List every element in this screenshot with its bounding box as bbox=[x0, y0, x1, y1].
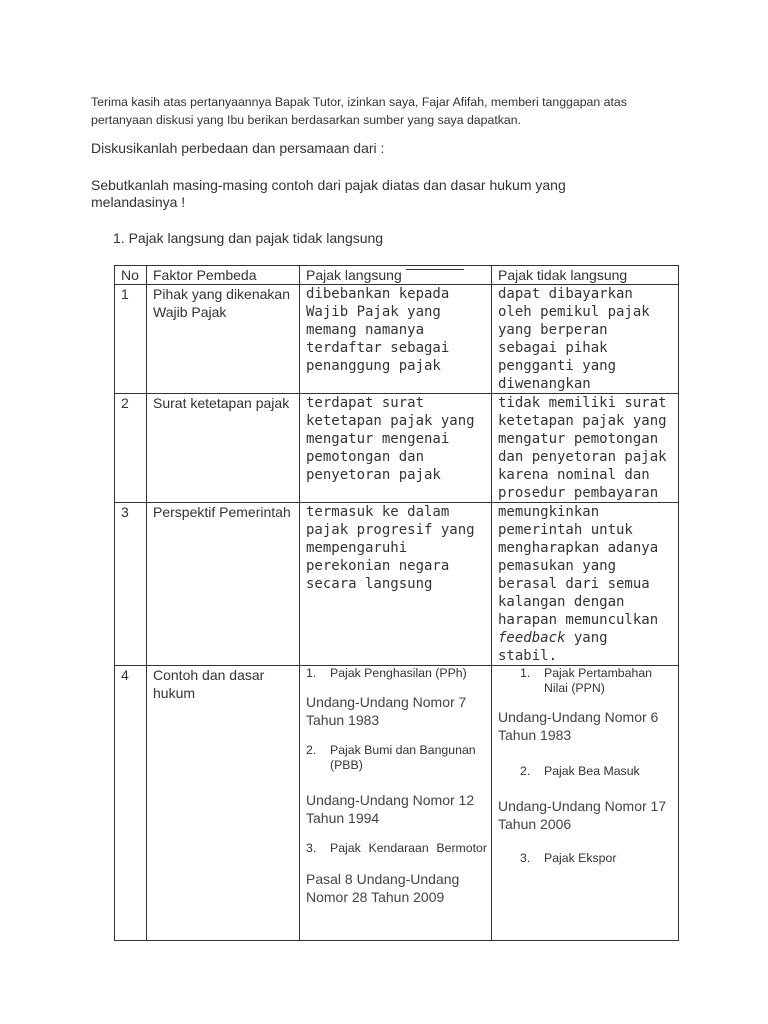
example-item: 2. Pajak Bumi dan Bangunan (PBB) bbox=[306, 743, 476, 772]
row-indirect-examples bbox=[492, 666, 679, 941]
row-factor: Perspektif Pemerintah bbox=[147, 503, 300, 666]
row-direct: termasuk ke dalam pajak progresif yang mempengaruhi perekonian negara secara langsung bbox=[300, 503, 492, 666]
row-factor: Surat ketetapan pajak bbox=[147, 394, 300, 503]
table-row bbox=[115, 285, 679, 394]
legal-basis: Undang-Undang Nomor 6 Tahun 1983 bbox=[498, 709, 659, 743]
row-number: 4 bbox=[115, 666, 147, 941]
table-header-row bbox=[115, 266, 679, 285]
row-factor: Contoh dan dasar hukum bbox=[147, 666, 300, 941]
example-item: 3. Pajak Kendaraan Bermotor bbox=[306, 841, 487, 855]
legal-basis: Undang-Undang Nomor 12 Tahun 1994 bbox=[306, 792, 475, 826]
row-indirect: memungkinkan pemerintah untuk mengharapkan adanya pemasukan yang berasal dari semua kalangan dengan harapan memunculkan feedback yang stabil. bbox=[492, 503, 679, 666]
list-item-heading: 1. Pajak langsung dan pajak tidak langsung bbox=[113, 230, 384, 246]
row-direct: dibebankan kepada Wajib Pajak yang memang namanya terdaftar sebagai penanggung pajak bbox=[300, 285, 492, 394]
intro-paragraph: Terima kasih atas pertanyaannya Bapak Tutor, izinkan saya, Fajar Afifah, memberi tanggapan atas pertanyaan diskusi yang Ibu berikan berdasarkan sumber yang saya dapatkan. bbox=[91, 95, 627, 127]
header-no: No bbox=[115, 266, 147, 285]
example-item: 2. Pajak Bea Masuk bbox=[520, 764, 640, 778]
row-direct-examples bbox=[300, 666, 492, 941]
table-row bbox=[115, 666, 679, 941]
question-2: Sebutkanlah masing-masing contoh dari pajak diatas dan dasar hukum yang melandasinya ! bbox=[91, 177, 566, 210]
question-1: Diskusikanlah perbedaan dan persamaan dari : bbox=[91, 140, 385, 156]
feedback-italic: feedback bbox=[498, 630, 566, 646]
legal-basis: Undang-Undang Nomor 17 Tahun 2006 bbox=[498, 798, 667, 832]
underline-mark bbox=[406, 269, 464, 270]
row-indirect: dapat dibayarkan oleh pemikul pajak yang berperan sebagai pihak pengganti yang diwenangkan bbox=[492, 285, 679, 394]
example-item: 1. Pajak Pertambahan Nilai (PPN) bbox=[520, 666, 653, 695]
row-number: 1 bbox=[115, 285, 147, 394]
table-row bbox=[115, 503, 679, 666]
comparison-table bbox=[114, 265, 679, 941]
table-row bbox=[115, 394, 679, 503]
row-indirect: tidak memiliki surat ketetapan pajak yang mengatur pemotongan dan penyetoran pajak karena nominal dan prosedur pembayaran bbox=[492, 394, 679, 503]
example-item: 3. Pajak Ekspor bbox=[520, 851, 617, 865]
row-number: 2 bbox=[115, 394, 147, 503]
header-factor: Faktor Pembeda bbox=[147, 266, 300, 285]
legal-basis: Undang-Undang Nomor 7 Tahun 1983 bbox=[306, 694, 467, 728]
row-number: 3 bbox=[115, 503, 147, 666]
row-factor: Pihak yang dikenakan Wajib Pajak bbox=[147, 285, 300, 394]
legal-basis: Pasal 8 Undang-Undang Nomor 28 Tahun 2009 bbox=[306, 871, 460, 905]
row-direct: terdapat surat ketetapan pajak yang mengatur mengenai pemotongan dan penyetoran pajak bbox=[300, 394, 492, 503]
header-indirect: Pajak tidak langsung bbox=[492, 266, 679, 285]
header-direct: Pajak langsung bbox=[300, 266, 492, 285]
example-item: 1. Pajak Penghasilan (PPh) bbox=[306, 666, 467, 680]
